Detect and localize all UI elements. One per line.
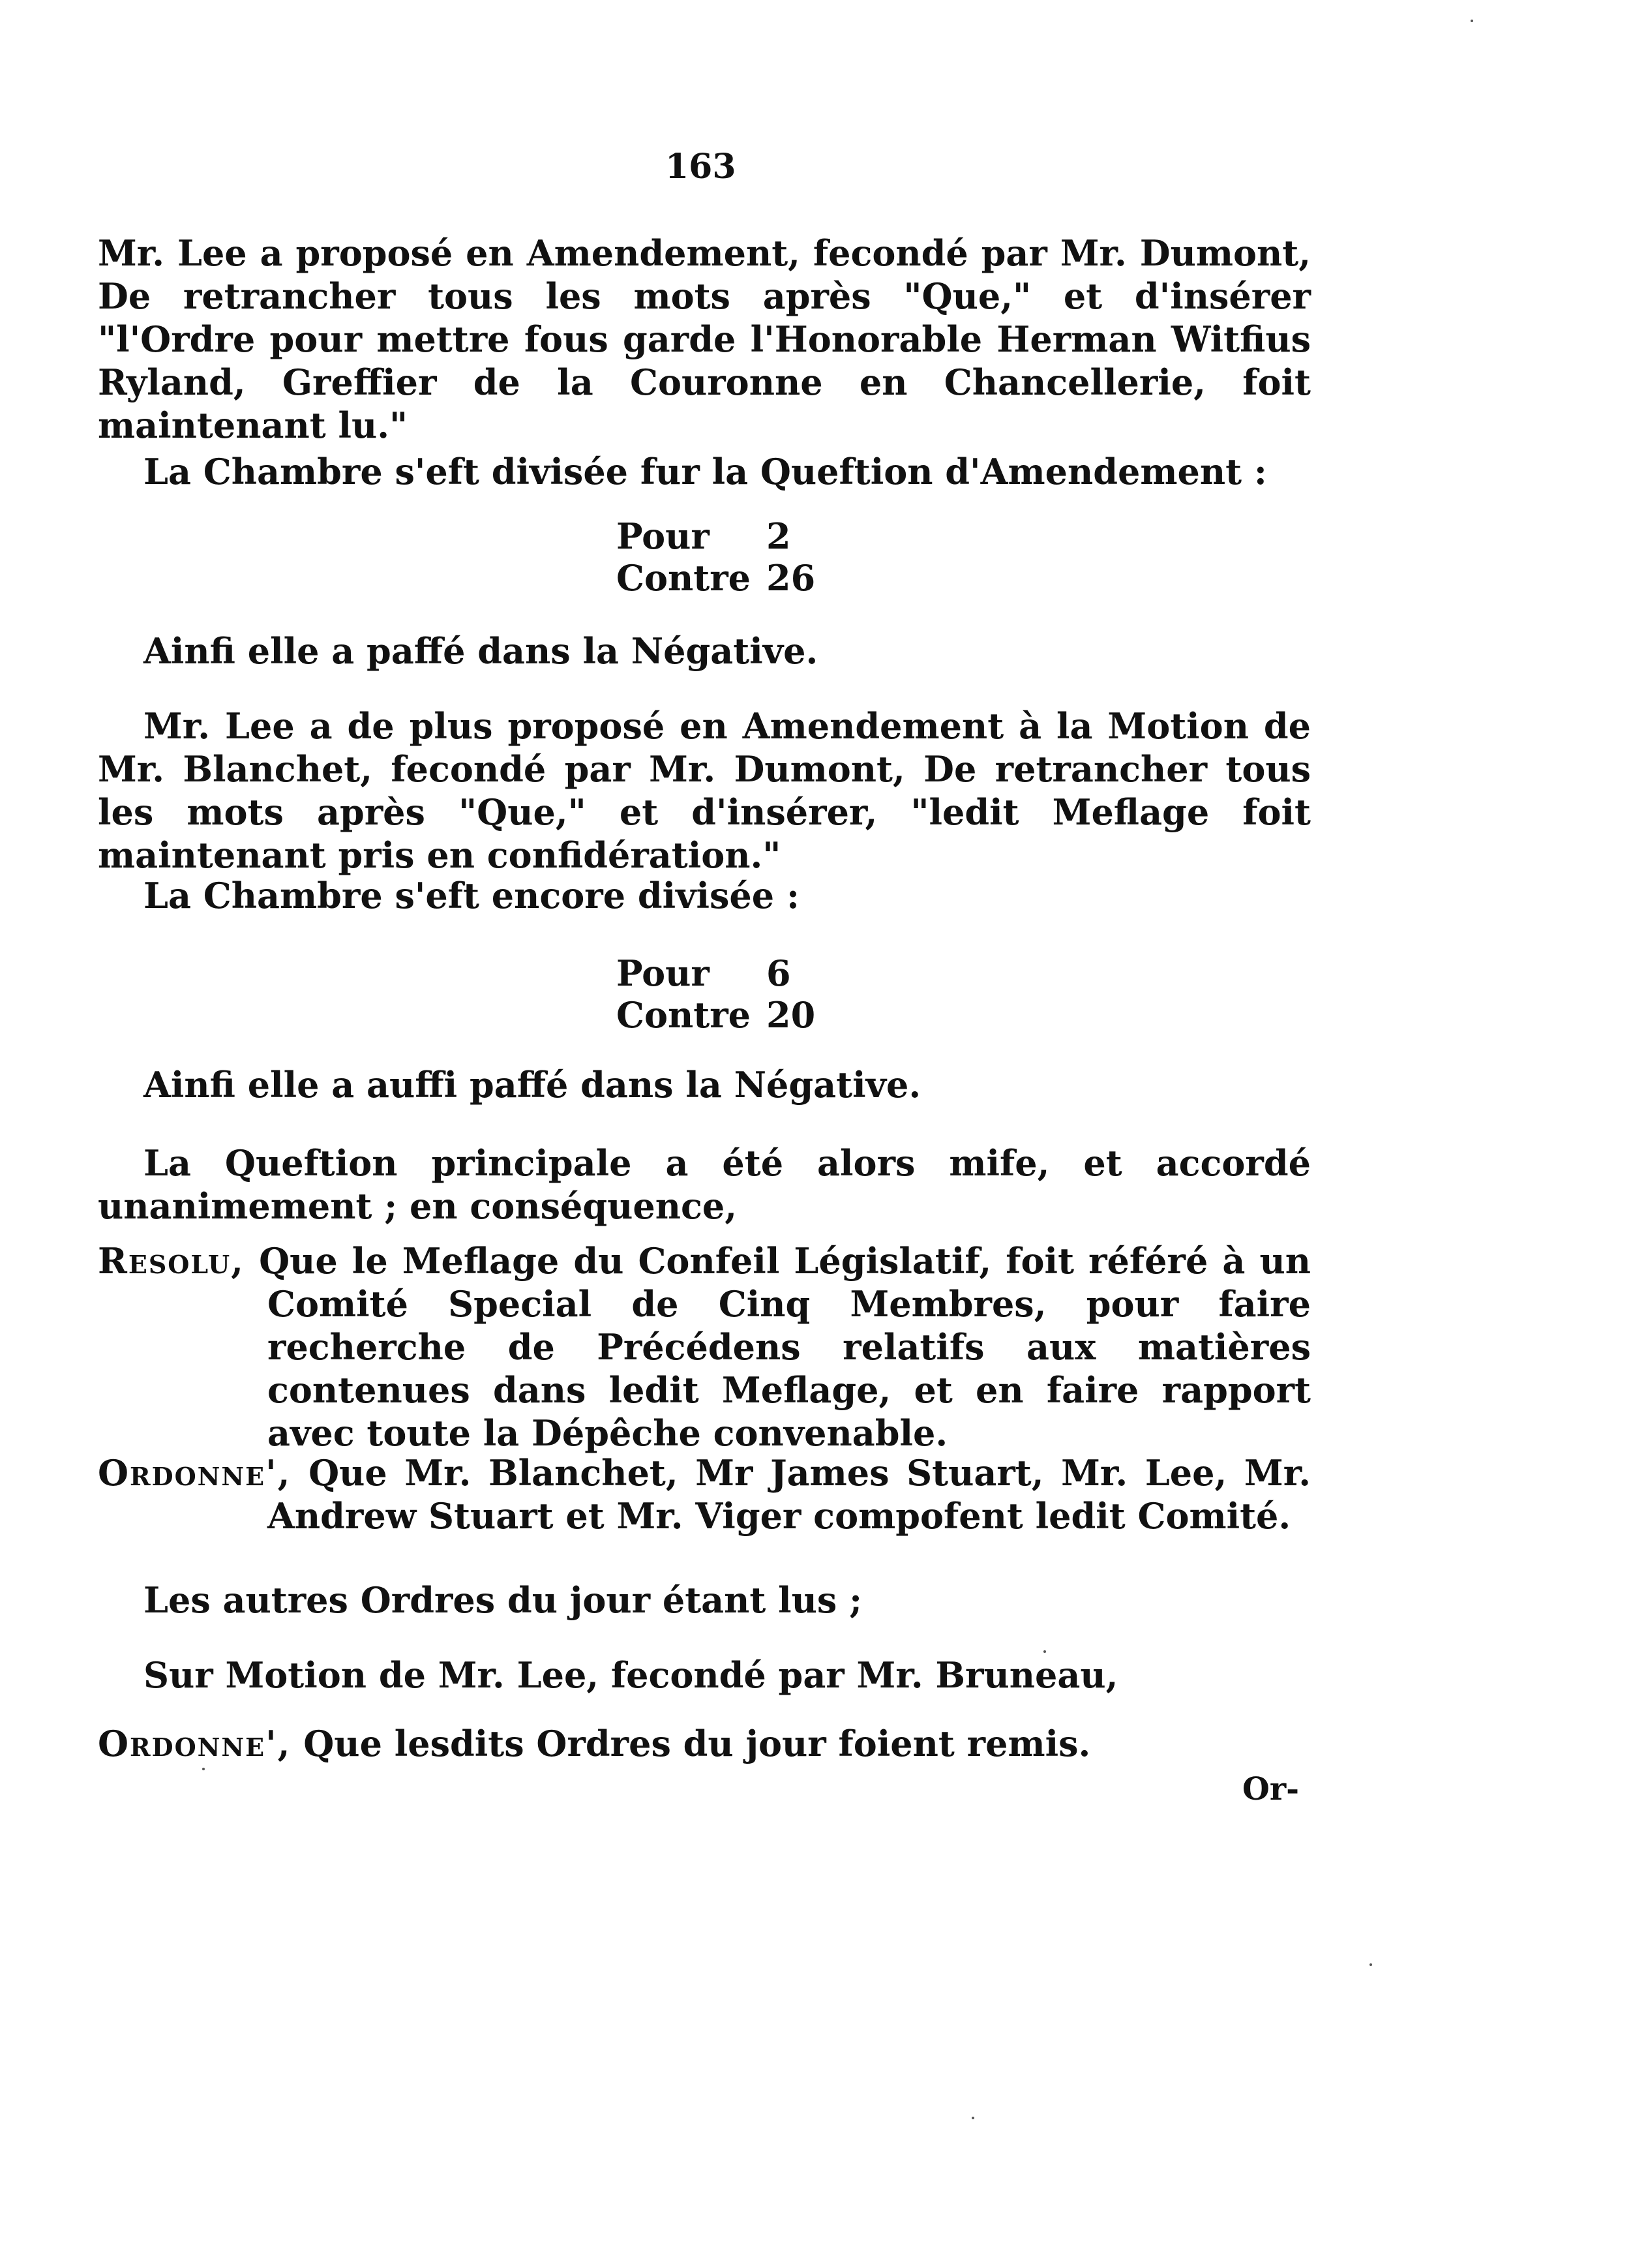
- vote-contre-count: 20: [766, 994, 816, 1036]
- vote-pour-row: [616, 515, 815, 557]
- resolution-text: Que le Meflage du Confeil Législatif, foit référé à un Comité Special de Cinq Membres, pour faire recherche de Précédens relatifs aux matières contenues dans ledit Meflage, et en faire rapport avec toute la Dépêche convenable.: [259, 1240, 1311, 1454]
- catchword: Or-: [1242, 1771, 1300, 1807]
- paragraph-amendment-lee: [98, 232, 1311, 447]
- paragraph-text: Mr. Lee a proposé en Amendement, fecondé par Mr. Dumont, De retrancher tous les mots après "Que," et d'insérer "l'Ordre pour mettre fous garde l'Honorable Herman Witfius Ryland, Greffier de la Couronne en Chancellerie, foit maintenant lu.": [98, 232, 1311, 446]
- paragraph-other-orders: [98, 1579, 1311, 1622]
- paragraph-resolution: [98, 1239, 1311, 1455]
- paragraph-text: Ainfi elle a paffé dans la Négative.: [143, 630, 818, 672]
- paragraph-committee-order: [98, 1451, 1311, 1537]
- final-order-label: Ordonne',: [98, 1723, 292, 1764]
- vote-pour-label: Pour: [616, 952, 710, 994]
- paragraph-text: La Chambre s'eft encore divisée :: [143, 875, 800, 916]
- vote-tally-1: [616, 515, 815, 599]
- order-text: Que Mr. Blanchet, Mr James Stuart, Mr. Lee, Mr. Andrew Stuart et Mr. Viger compofent ledit Comité.: [267, 1452, 1311, 1537]
- scan-speck: [1369, 1963, 1372, 1966]
- paragraph-final-order: [98, 1722, 1311, 1765]
- vote-contre-label: Contre: [616, 557, 751, 599]
- scan-speck: [972, 2117, 974, 2119]
- paragraph-motion: [98, 1654, 1311, 1697]
- scan-speck: [1043, 1650, 1046, 1653]
- vote-pour-label: Pour: [616, 515, 710, 557]
- vote-pour-count: 2: [766, 515, 791, 557]
- paragraph-division-2: [98, 874, 1311, 917]
- scan-speck: [202, 1768, 205, 1770]
- paragraph-result-1: [98, 629, 1311, 673]
- resolution-label: Resolu,: [98, 1240, 245, 1282]
- scan-speck: [1471, 20, 1473, 22]
- paragraph-text: Mr. Lee a de plus proposé en Amendement à la Motion de Mr. Blanchet, fecondé par Mr. Dumont, De retrancher tous les mots après "Que," et d'insérer, "ledit Meflage foit maintenant pris en confidération.": [98, 705, 1311, 876]
- vote-contre-row: [616, 994, 815, 1036]
- vote-contre-row: [616, 557, 815, 599]
- final-order-block: [98, 1722, 1311, 1765]
- vote-pour-count: 6: [766, 952, 791, 994]
- paragraph-result-2: [98, 1063, 1311, 1106]
- paragraph-division-1: [98, 450, 1311, 493]
- resolution-block: [98, 1239, 1311, 1455]
- vote-contre-label: Contre: [616, 994, 751, 1036]
- paragraph-main-question: [98, 1142, 1311, 1228]
- order-label: Ordonne',: [98, 1452, 292, 1494]
- vote-pour-row: [616, 952, 815, 994]
- vote-contre-count: 26: [766, 557, 816, 599]
- paragraph-amendment-2: [98, 704, 1311, 877]
- page-number: 163: [665, 147, 736, 187]
- paragraph-text: Les autres Ordres du jour étant lus ;: [143, 1579, 863, 1621]
- final-order-text: Que lesdits Ordres du jour foient remis.: [303, 1723, 1091, 1764]
- paragraph-text: Ainfi elle a auffi paffé dans la Négative.: [143, 1064, 921, 1106]
- vote-tally-2: [616, 952, 815, 1036]
- paragraph-text: La Chambre s'eft divisée fur la Queftion d'Amendement :: [143, 451, 1267, 492]
- paragraph-text: Sur Motion de Mr. Lee, fecondé par Mr. Bruneau,: [143, 1654, 1118, 1696]
- order-block: [98, 1451, 1311, 1537]
- paragraph-text: La Queftion principale a été alors mife, et accordé unanimement ; en conséquence,: [98, 1142, 1311, 1227]
